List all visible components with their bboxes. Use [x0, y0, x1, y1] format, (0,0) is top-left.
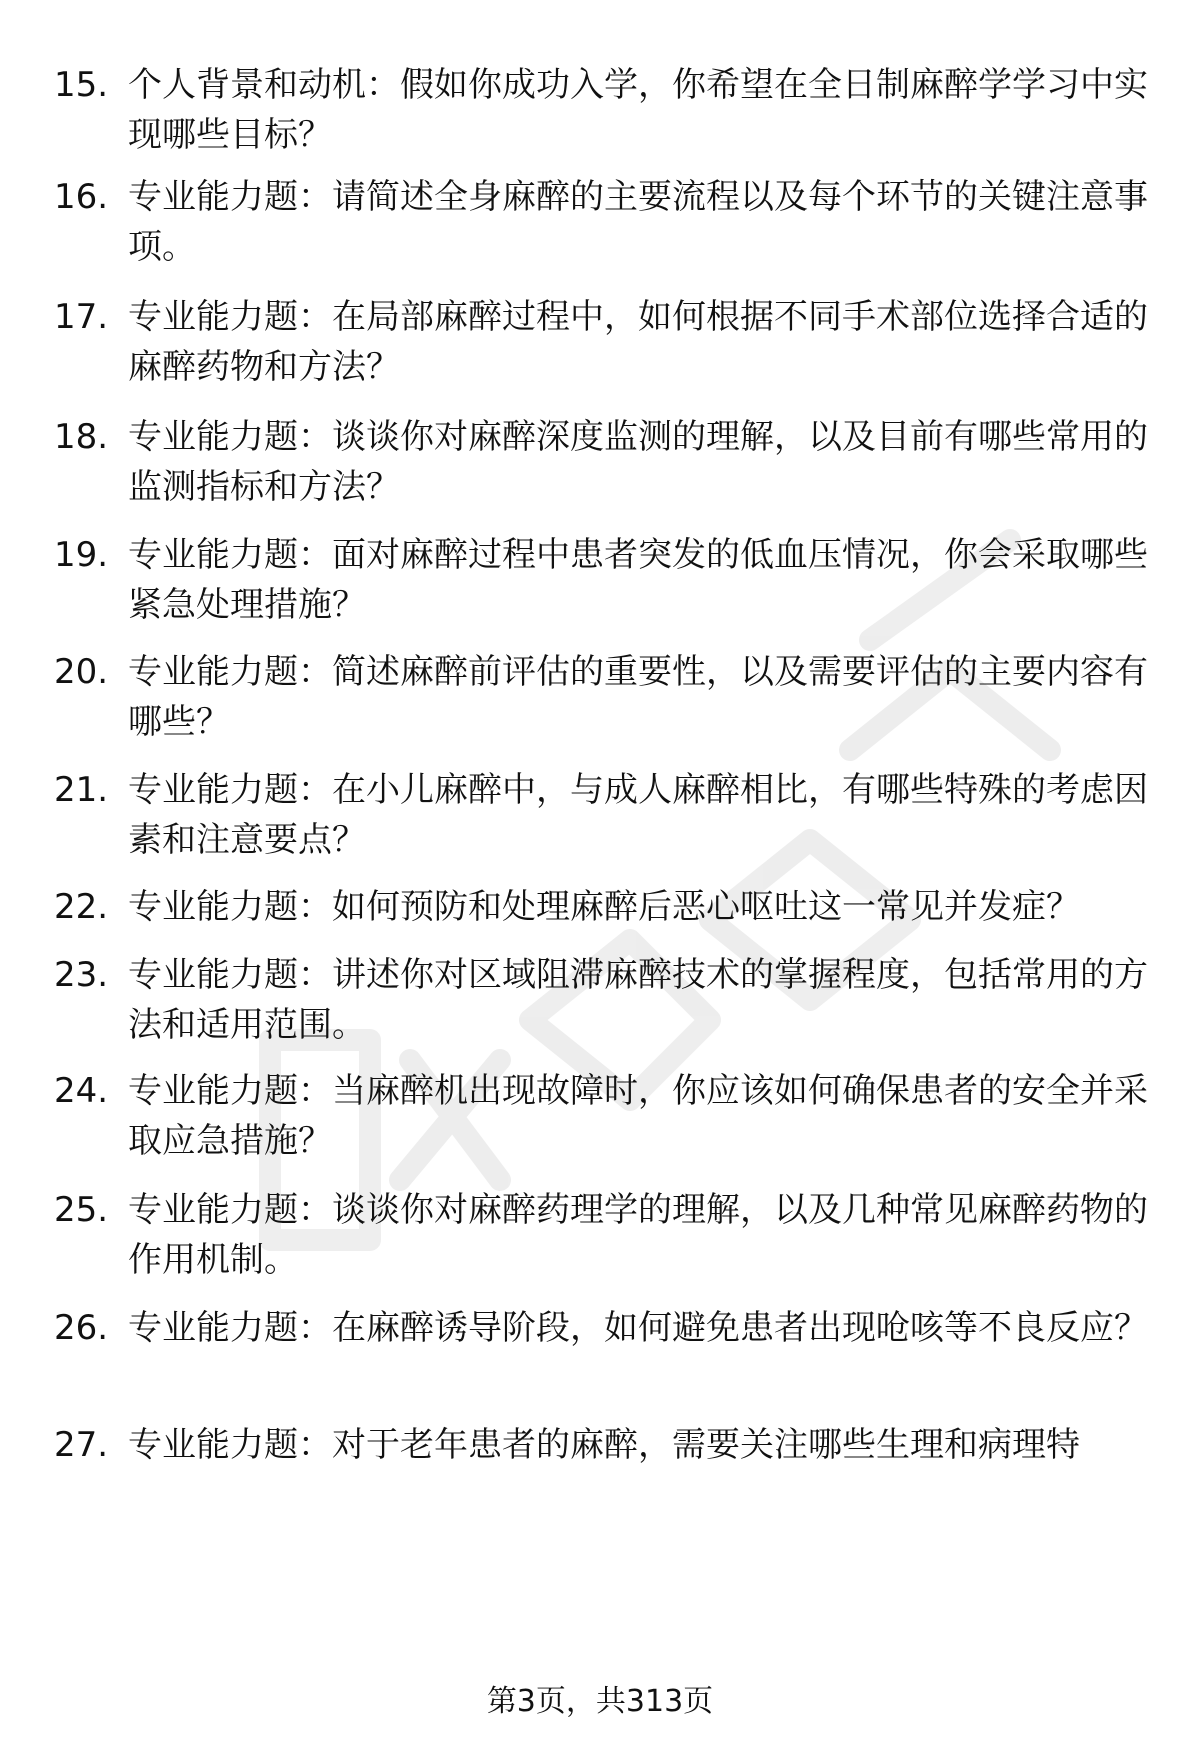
- item-text: 专业能力题：当麻醉机出现故障时，你应该如何确保患者的安全并采取应急措施？: [128, 1071, 1148, 1161]
- item-number: 18.: [54, 417, 109, 457]
- item-text: 专业能力题：谈谈你对麻醉药理学的理解，以及几种常见麻醉药物的作用机制。: [128, 1190, 1148, 1280]
- item-text: 专业能力题：讲述你对区域阻滞麻醉技术的掌握程度，包括常用的方法和适用范围。: [128, 955, 1148, 1045]
- item-text: 专业能力题：面对麻醉过程中患者突发的低血压情况，你会采取哪些紧急处理措施？: [128, 535, 1148, 625]
- item-number: 19.: [54, 535, 109, 575]
- item-number: 20.: [54, 652, 109, 692]
- item-number: 25.: [54, 1190, 109, 1230]
- item-text: 专业能力题：请简述全身麻醉的主要流程以及每个环节的关键注意事项。: [128, 177, 1148, 267]
- item-text: 专业能力题：在麻醉诱导阶段，如何避免患者出现呛咳等不良反应？: [128, 1308, 1148, 1348]
- item-number: 26.: [54, 1308, 109, 1348]
- item-text: 专业能力题：在局部麻醉过程中，如何根据不同手术部位选择合适的麻醉药物和方法？: [128, 297, 1148, 387]
- item-number: 21.: [54, 770, 109, 810]
- item-text: 专业能力题：谈谈你对麻醉深度监测的理解，以及目前有哪些常用的监测指标和方法？: [128, 417, 1148, 507]
- item-text: 专业能力题：简述麻醉前评估的重要性，以及需要评估的主要内容有哪些？: [128, 652, 1148, 742]
- item-text: 专业能力题：如何预防和处理麻醉后恶心呕吐这一常见并发症？: [128, 887, 1080, 927]
- item-number: 23.: [54, 955, 109, 995]
- item-number: 27.: [54, 1425, 109, 1465]
- item-number: 24.: [54, 1071, 109, 1111]
- item-number: 16.: [54, 177, 109, 217]
- item-number: 15.: [54, 65, 109, 105]
- item-text: 专业能力题：在小儿麻醉中，与成人麻醉相比，有哪些特殊的考虑因素和注意要点？: [128, 770, 1148, 860]
- item-text: 专业能力题：对于老年患者的麻醉，需要关注哪些生理和病理特: [128, 1425, 1080, 1465]
- item-number: 17.: [54, 297, 109, 337]
- item-number: 22.: [54, 887, 109, 927]
- page-footer: 第3页，共313页: [486, 1684, 714, 1719]
- item-text: 个人背景和动机：假如你成功入学，你希望在全日制麻醉学学习中实现哪些目标？: [128, 65, 1148, 155]
